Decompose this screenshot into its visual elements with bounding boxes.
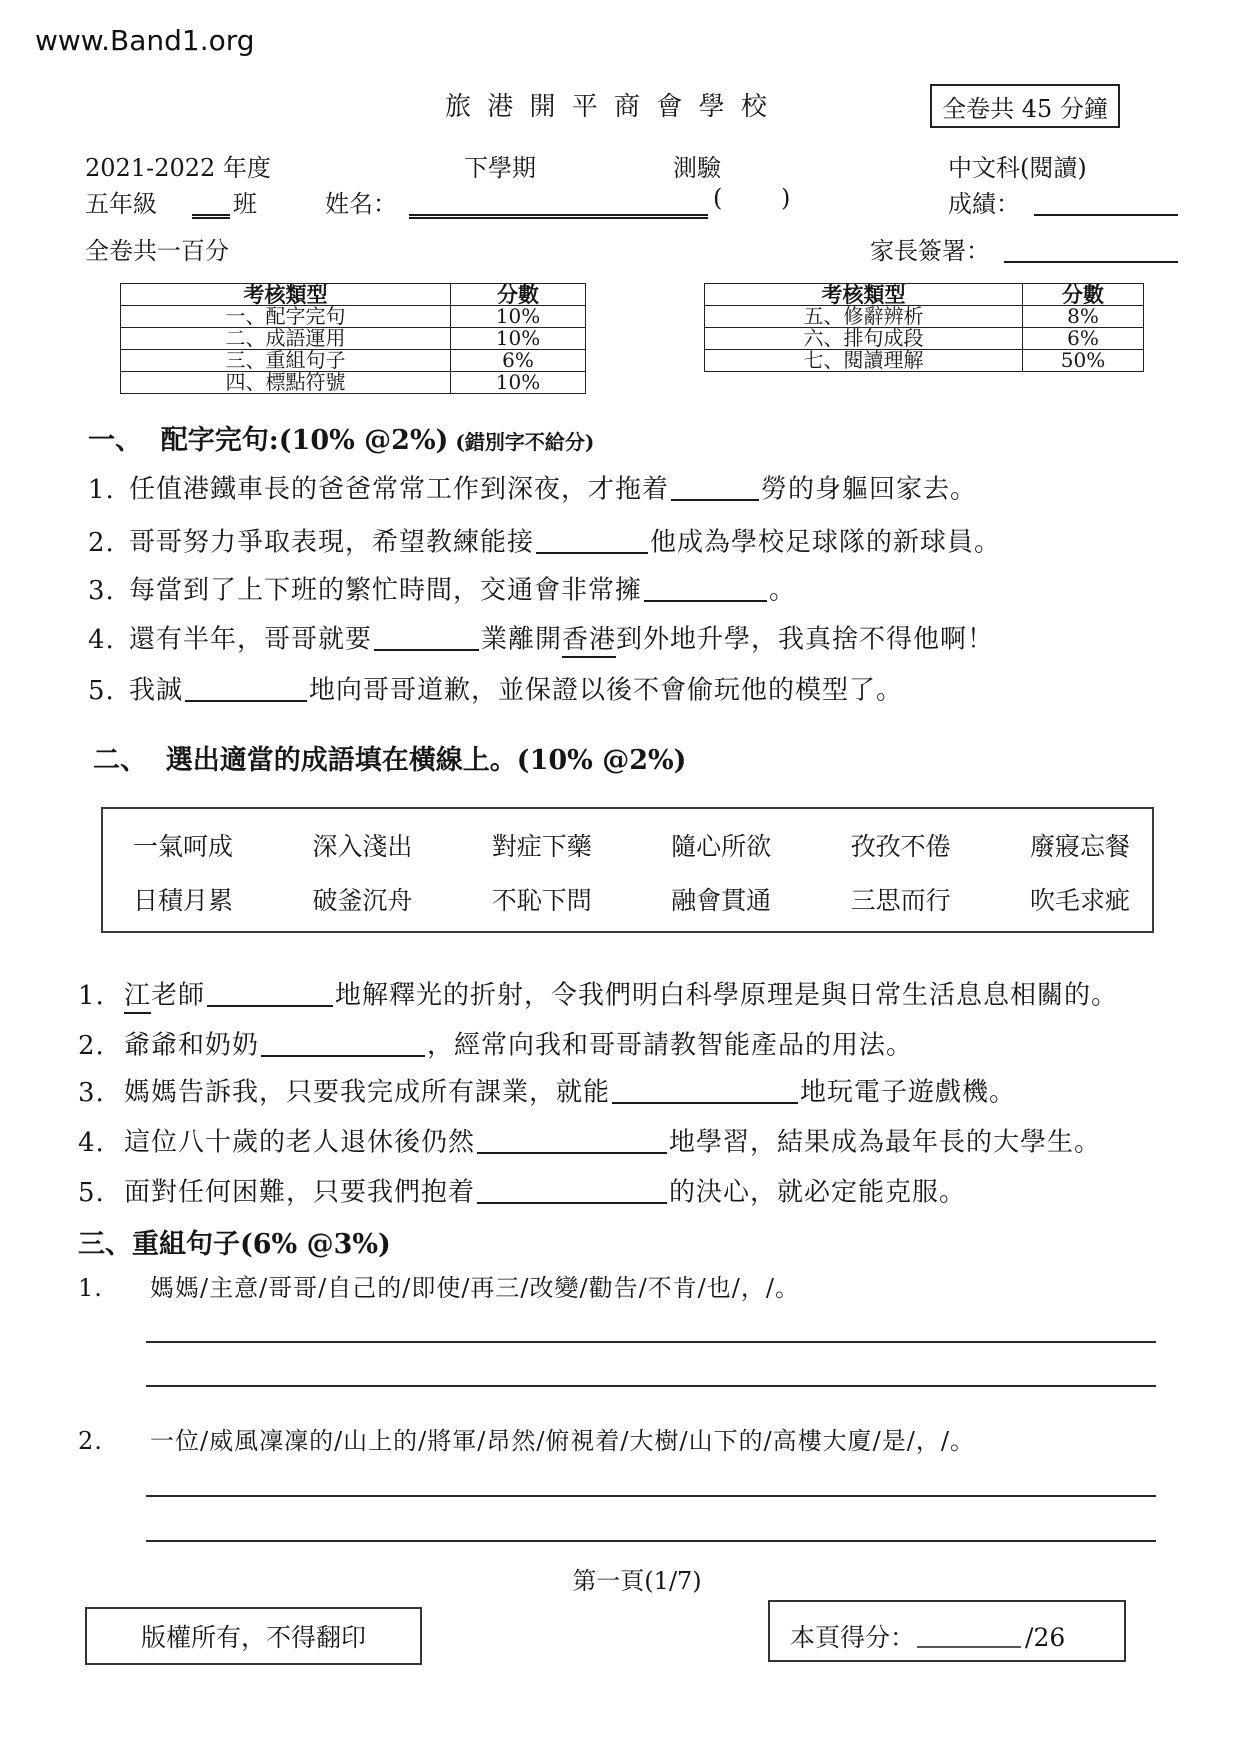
parent-sign-blank[interactable] [1004, 231, 1178, 263]
question-text: 地玩電子遊戲機。 [800, 1077, 1017, 1108]
idiom-word-bank [101, 807, 1154, 933]
question-text: 業離開 [481, 624, 563, 655]
class-number-blank[interactable] [192, 184, 230, 219]
page-score-label: 本頁得分： [790, 1623, 916, 1652]
answer-blank[interactable] [644, 575, 767, 602]
answer-blank[interactable] [477, 1127, 667, 1154]
class-label: 班 [233, 190, 257, 218]
question-text: 地學習，結果成為最年長的大學生。 [669, 1127, 1102, 1158]
score-type-cell: 四、標點符號 [121, 372, 451, 394]
question-number: 3. [78, 1077, 105, 1108]
section-title: 三、重組句子(6% @3%) [78, 1229, 391, 1260]
question-item [78, 1027, 913, 1063]
score-label: 成績： [948, 190, 1020, 218]
idiom-option: 深入淺出 [312, 832, 413, 861]
question-number: 5. [78, 1177, 105, 1208]
idiom-option: 一氣呵成 [133, 832, 234, 861]
question-text: 媽媽/主意/哥哥/自己的/即使/再三/改變/勸告/不肯/也/，/。 [150, 1274, 800, 1302]
duration-text: 全卷共 45 分鐘 [942, 94, 1108, 123]
name-blank[interactable] [409, 184, 708, 219]
term-label: 下學期 [464, 154, 536, 182]
score-type-cell: 二、成語運用 [121, 328, 451, 350]
section-title: 二、 選出適當的成語填在橫線上。(10% @2%) [93, 745, 687, 776]
question-number: 5. [88, 675, 115, 706]
question-item [88, 621, 994, 657]
answer-line[interactable] [146, 1385, 1156, 1387]
idiom-option: 三思而行 [850, 886, 951, 915]
question-number: 4. [78, 1127, 105, 1158]
idiom-option: 日積月累 [133, 886, 234, 915]
site-watermark-link[interactable]: www.Band1.org [35, 24, 255, 57]
answer-line[interactable] [146, 1540, 1156, 1542]
score-table-left [120, 283, 586, 394]
section-note: (錯別字不給分) [448, 430, 595, 454]
name-label: 姓名： [325, 190, 397, 218]
underlined-text: 香港 [562, 625, 616, 658]
question-number: 4. [88, 624, 115, 655]
question-item [78, 1271, 800, 1305]
score-value-cell: 10% [451, 306, 586, 328]
question-item [88, 524, 1001, 560]
score-table-row [121, 306, 586, 328]
question-item [78, 1124, 1101, 1160]
score-table-row [705, 350, 1144, 372]
score-value-cell: 10% [451, 372, 586, 394]
score-type-cell: 七、閱讀理解 [705, 350, 1023, 372]
section-heading [88, 418, 594, 457]
grade-label: 五年級 [85, 190, 157, 218]
score-value-cell: 10% [451, 328, 586, 350]
score-value-cell: 50% [1023, 350, 1144, 372]
answer-blank[interactable] [671, 474, 759, 501]
question-item [78, 1174, 966, 1210]
score-table-row [121, 372, 586, 394]
question-item [88, 471, 977, 507]
score-type-cell: 五、修辭辨析 [705, 306, 1023, 328]
page-score-box [768, 1600, 1126, 1662]
score-value-cell: 6% [451, 350, 586, 372]
score-value-cell: 8% [1023, 306, 1144, 328]
question-text: 每當到了上下班的繁忙時間，交通會非常擁 [129, 575, 643, 606]
score-type-cell: 一、配字完句 [121, 306, 451, 328]
question-number: 1. [88, 474, 115, 505]
question-text: 的決心，就必定能克服。 [669, 1177, 967, 1208]
score-table-right [704, 283, 1144, 372]
idiom-option: 破釜沉舟 [312, 886, 413, 915]
question-text: 勞的身軀回家去。 [761, 474, 978, 505]
question-text: 他成為學校足球隊的新球員。 [650, 527, 1002, 558]
idiom-word-bank-row [133, 827, 1130, 863]
answer-blank[interactable] [207, 980, 333, 1007]
question-text: 地解釋光的折射，令我們明白科學原理是與日常生活息息相關的。 [335, 980, 1119, 1011]
answer-line[interactable] [146, 1341, 1156, 1343]
question-text: 任值港鐵車長的爸爸常常工作到深夜，才拖着 [129, 474, 670, 505]
question-item [88, 572, 796, 608]
score-table-header-cell: 考核類型 [121, 284, 451, 306]
question-number: 2. [78, 1427, 103, 1455]
answer-blank[interactable] [185, 675, 307, 702]
question-number: 2. [78, 1030, 105, 1061]
page-score-denominator: /26 [1025, 1623, 1066, 1652]
score-value-cell: 6% [1023, 328, 1144, 350]
idiom-option: 孜孜不倦 [850, 832, 951, 861]
question-item [78, 1424, 975, 1458]
question-number: 1. [78, 980, 105, 1011]
parent-sign-label: 家長簽署： [870, 237, 990, 265]
question-number: 1. [78, 1274, 103, 1302]
question-text: 地向哥哥道歉，並保證以後不會偷玩他的模型了。 [309, 675, 904, 706]
idiom-option: 隨心所欲 [671, 832, 772, 861]
question-text: 還有半年，哥哥就要 [129, 624, 373, 655]
question-text: 面對任何困難，只要我們抱着 [124, 1177, 476, 1208]
question-item [78, 1074, 1016, 1110]
score-table-header-row [121, 284, 586, 306]
question-text: 我誠 [129, 675, 184, 706]
question-text: ，經常向我和哥哥請教智能產品的用法。 [427, 1030, 914, 1061]
idiom-option: 廢寢忘餐 [1029, 832, 1130, 861]
question-text: 到外地升學，我真捨不得他啊！ [616, 624, 995, 655]
question-item [78, 977, 1118, 1013]
question-text: 這位八十歲的老人退休後仍然 [124, 1127, 476, 1158]
score-table-row [705, 328, 1144, 350]
idiom-option: 吹毛求疵 [1029, 886, 1130, 915]
answer-blank[interactable] [612, 1077, 798, 1104]
seat-paren-close: ) [781, 184, 791, 212]
score-blank[interactable] [1034, 184, 1178, 216]
duration-box [930, 84, 1120, 128]
answer-line[interactable] [146, 1495, 1156, 1497]
answer-blank[interactable] [477, 1177, 667, 1204]
exam-type: 測驗 [673, 154, 721, 182]
question-text: 一位/威風凜凜的/山上的/將軍/昂然/俯視着/大樹/山下的/高樓大廈/是/，/。 [150, 1427, 975, 1455]
question-text: 爺爺和奶奶 [124, 1030, 260, 1061]
question-text: 媽媽告訴我，只要我完成所有課業，就能 [124, 1077, 611, 1108]
question-text: 哥哥努力爭取表現，希望教練能接 [129, 527, 535, 558]
score-table-row [705, 306, 1144, 328]
answer-blank[interactable] [536, 527, 648, 554]
score-table-header-cell: 分數 [451, 284, 586, 306]
section-title: 一、 配字完句:(10% @2%) [88, 425, 449, 456]
underlined-text: 江 [124, 981, 151, 1014]
total-marks-note: 全卷共一百分 [85, 237, 229, 265]
subject-name: 中文科(閱讀) [948, 154, 1087, 182]
score-table-header-cell: 考核類型 [705, 284, 1023, 306]
seat-paren-open: ( [713, 184, 723, 212]
answer-blank[interactable] [374, 624, 479, 651]
copyright-text: 版權所有，不得翻印 [140, 1623, 366, 1652]
page-score-blank[interactable] [917, 1622, 1021, 1648]
copyright-box [85, 1607, 422, 1665]
question-number: 3. [88, 575, 115, 606]
school-name: 旅 港 開 平 商 會 學 校 [445, 92, 771, 122]
school-year: 2021-2022 年度 [85, 154, 271, 182]
section-heading [93, 738, 686, 777]
score-table-row [121, 328, 586, 350]
score-table-row [121, 350, 586, 372]
score-table-header-cell: 分數 [1023, 284, 1144, 306]
score-table-header-row [705, 284, 1144, 306]
score-type-cell: 六、排句成段 [705, 328, 1023, 350]
page-number: 第一頁(1/7) [572, 1567, 702, 1595]
answer-blank[interactable] [261, 1030, 425, 1057]
question-text: 老師 [151, 980, 206, 1011]
section-heading [78, 1222, 391, 1261]
idiom-word-bank-row [133, 881, 1130, 917]
question-text: 。 [769, 575, 797, 606]
score-type-cell: 三、重組句子 [121, 350, 451, 372]
idiom-option: 不恥下問 [491, 886, 592, 915]
question-number: 2. [88, 527, 115, 558]
idiom-option: 對症下藥 [491, 832, 592, 861]
idiom-option: 融會貫通 [671, 886, 772, 915]
question-item [88, 672, 903, 708]
